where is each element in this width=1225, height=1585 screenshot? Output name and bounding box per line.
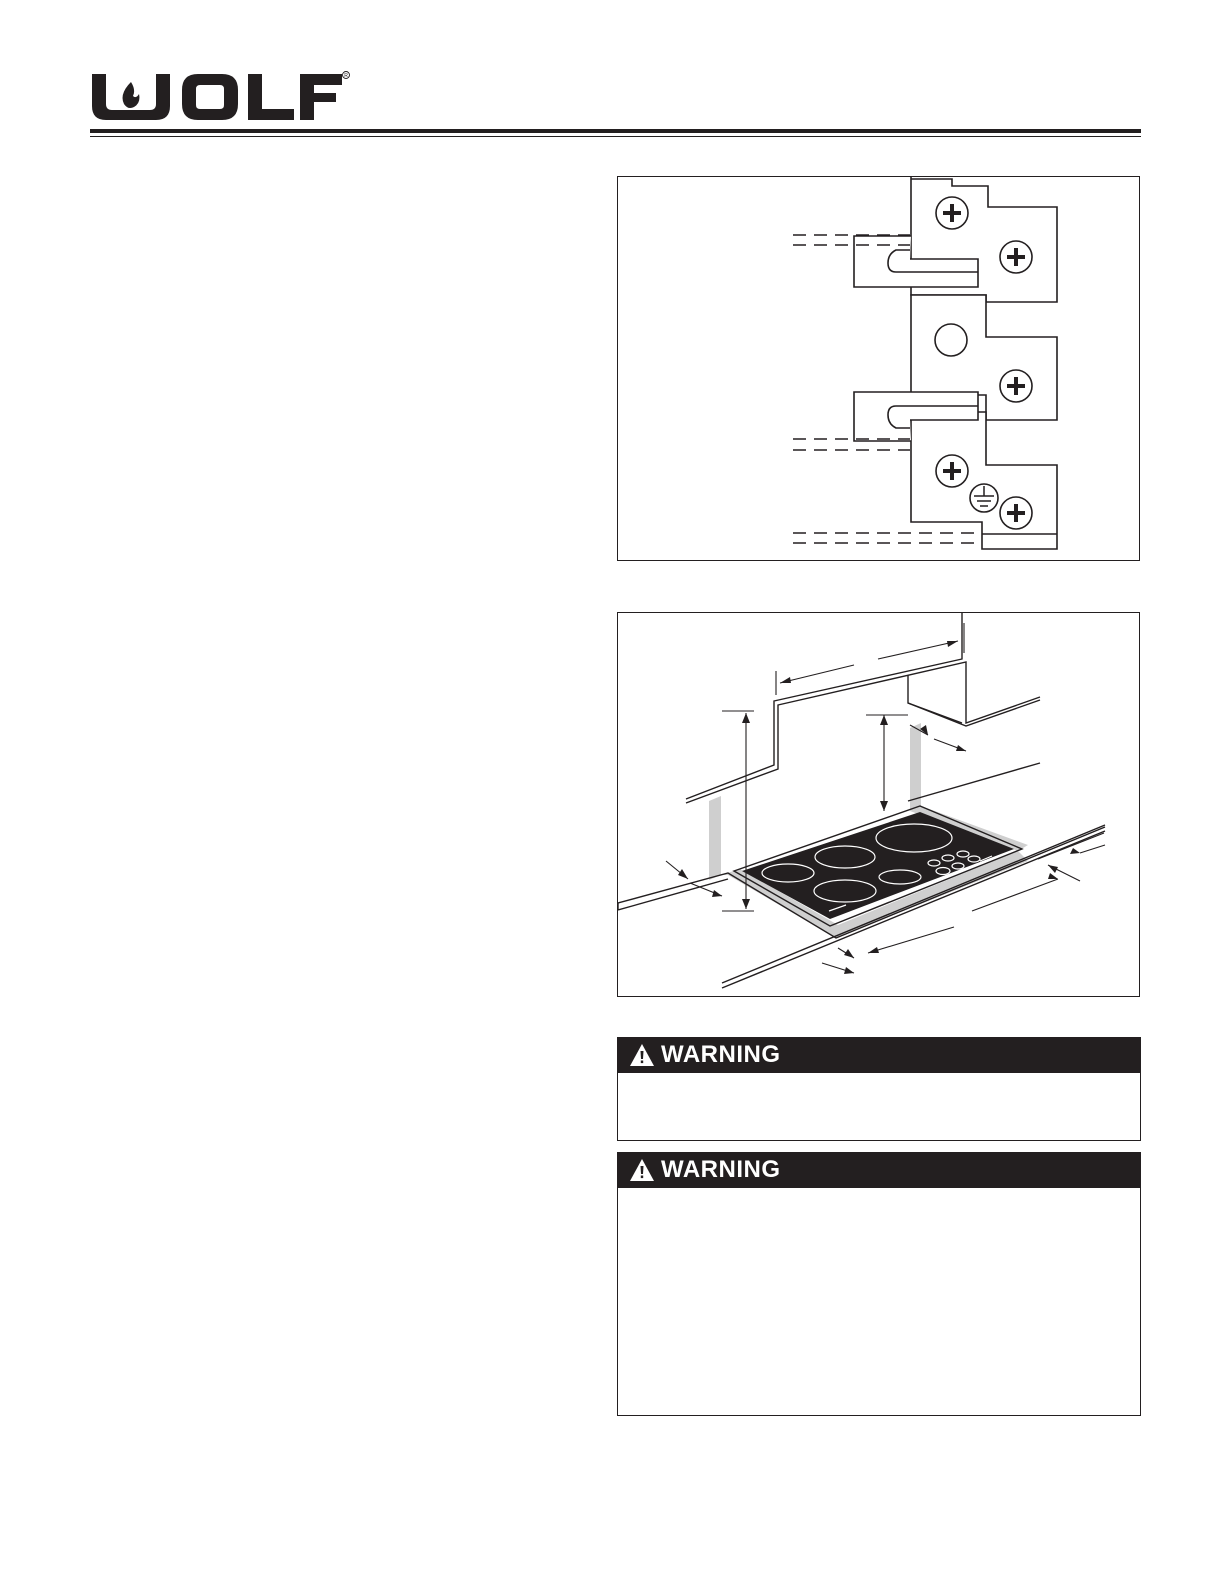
warning-label: WARNING [661, 1156, 781, 1183]
terminal-block-diagram [618, 177, 1140, 561]
warning-body [617, 1188, 1141, 1416]
terminal-block-figure [617, 176, 1140, 561]
warning-header [617, 1152, 1141, 1188]
cooktop-clearance-diagram [618, 613, 1140, 997]
cooktop-clearance-figure [617, 612, 1140, 997]
warning-body [617, 1073, 1141, 1141]
wolf-logo [88, 68, 350, 124]
svg-text:R: R [344, 73, 348, 79]
warning-label: WARNING [661, 1041, 781, 1068]
header-rule-thick [90, 129, 1141, 133]
warning-header [617, 1037, 1141, 1073]
header-rule-thin [90, 136, 1141, 137]
warning-triangle-icon [629, 1043, 655, 1067]
warning-triangle-icon [629, 1158, 655, 1182]
